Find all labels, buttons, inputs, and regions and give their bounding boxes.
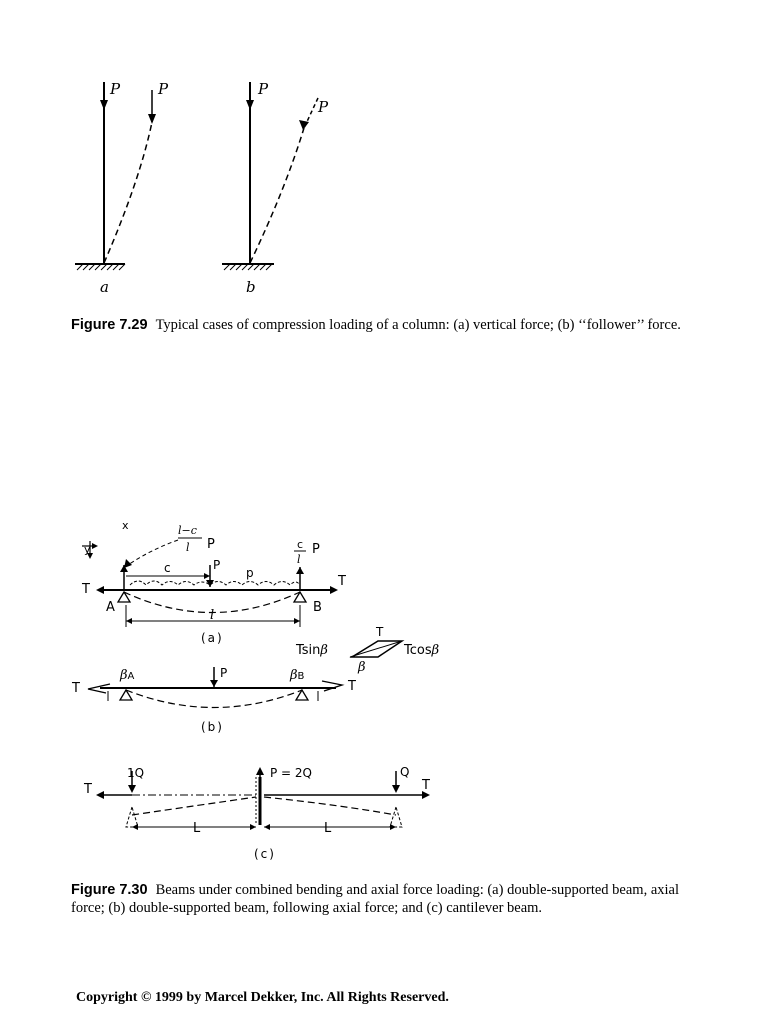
tension-right: T xyxy=(348,679,356,694)
subfig-b-label: (b) xyxy=(201,720,224,734)
support-b: B xyxy=(313,600,322,615)
p-label-1: P xyxy=(110,80,121,98)
figure-7-29-caption xyxy=(71,316,701,334)
tension-left: T xyxy=(72,681,80,696)
caption-label: Figure 7.30 xyxy=(71,882,148,898)
beta-b-label: βB xyxy=(290,668,305,683)
dim-c: c xyxy=(164,561,171,575)
support-a: A xyxy=(106,600,115,615)
frac2-num: c xyxy=(297,538,304,551)
tension-left: T xyxy=(84,782,92,797)
load-q-left: 1Q xyxy=(127,766,145,780)
p-label-4: P xyxy=(318,98,329,116)
tension-right: T xyxy=(422,778,430,793)
axis-x-label: x xyxy=(122,519,129,532)
load-p-2q: P = 2Q xyxy=(270,766,312,780)
figure-7-29-drawing xyxy=(60,70,380,305)
frac2-den: l xyxy=(297,553,301,566)
caption-label: Figure 7.29 xyxy=(71,317,148,333)
beam-c xyxy=(83,765,430,861)
tension-right: T xyxy=(338,574,346,589)
load-q-right: Q xyxy=(400,765,410,779)
figure-7-30-caption xyxy=(71,881,701,917)
load-p: P xyxy=(220,666,228,680)
reaction-p-right: P xyxy=(312,542,320,557)
column-a xyxy=(75,82,156,270)
beta-label: β xyxy=(358,660,366,675)
copyright-notice: Copyright © 1999 by Marcel Dekker, Inc. All Rights Reserved. xyxy=(76,990,449,1005)
frac-num: l−c xyxy=(178,524,197,537)
span-l: l xyxy=(210,608,215,623)
axis-y-label: y xyxy=(84,543,91,556)
reaction-p-left: P xyxy=(207,537,215,552)
distributed-p: p xyxy=(246,566,254,580)
frac-den: l xyxy=(186,541,190,554)
beta-a-label: βA xyxy=(120,668,135,683)
beam-a xyxy=(81,519,346,645)
beam-b xyxy=(71,625,439,734)
p-label-3: P xyxy=(258,80,269,98)
span-l-2: L xyxy=(324,821,332,836)
caption-text: Beams under combined bending and axial force loading: (a) double-supported beam, axial force; (b) double-supported beam, following axial force; and (c) cantilever beam. xyxy=(71,882,679,916)
tension-left: T xyxy=(82,582,90,597)
tcos-label: Tcosβ xyxy=(404,643,440,658)
span-l-1: L xyxy=(193,821,201,836)
tsin-label: Tsinβ xyxy=(296,643,328,658)
subfig-b-label: b xyxy=(246,278,256,296)
figure-7-30-drawing xyxy=(60,515,460,865)
subfig-a-label: (a) xyxy=(201,631,224,645)
subfig-c-label: (c) xyxy=(254,847,276,861)
subfig-a-label: a xyxy=(100,278,109,296)
t-label: T xyxy=(376,625,384,639)
caption-text: Typical cases of compression loading of a column: (a) vertical force; (b) ‘‘follower’’ force. xyxy=(155,317,681,333)
p-label-2: P xyxy=(158,80,169,98)
load-p-mid: P xyxy=(213,558,221,572)
column-b xyxy=(222,82,318,270)
